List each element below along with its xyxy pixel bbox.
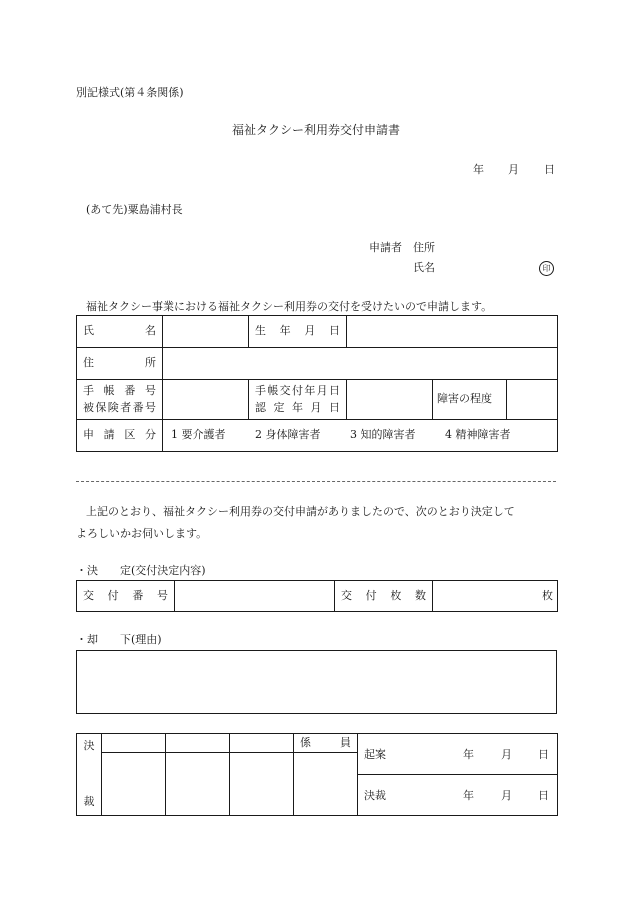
address-label-cell: 住所 — [77, 348, 163, 380]
rejection-reason-input[interactable] — [77, 651, 557, 714]
category-option[interactable]: 4 精神障害者 — [445, 428, 511, 442]
approver-stamp-cell[interactable] — [166, 753, 230, 816]
rejection-label: ・却 下(理由) — [76, 633, 162, 646]
approver-header-cell — [102, 734, 166, 753]
decided-label: 決裁 — [364, 789, 386, 802]
dob-label-cell: 生 年 月 日 — [249, 316, 347, 348]
address-input[interactable] — [163, 348, 558, 380]
decided-row — [358, 775, 557, 815]
draft-row — [358, 734, 557, 775]
sheets-unit: 枚 — [542, 588, 553, 602]
category-option[interactable]: 1 要介護者 — [171, 428, 226, 442]
clerk-stamp-cell[interactable] — [294, 753, 358, 816]
category-option[interactable]: 3 知的障害者 — [350, 428, 416, 442]
application-table — [76, 315, 558, 452]
approver-stamp-cell[interactable] — [230, 753, 294, 816]
name-label-cell: 氏名 — [77, 316, 163, 348]
approval-text-line2: よろしいかお伺いします。 — [76, 527, 208, 540]
decided-year: 年 — [463, 789, 474, 802]
applicant-name-label: 氏名 — [413, 261, 435, 274]
kessai-label-cell: 決 裁 — [77, 734, 102, 816]
draft-month: 月 — [501, 748, 512, 761]
seal-mark: 印 — [539, 261, 554, 276]
name-input[interactable] — [163, 316, 249, 348]
handbook-number-input[interactable] — [163, 380, 249, 420]
applicant-label: 申請者 — [369, 241, 402, 254]
date-year-label: 年 — [473, 163, 484, 176]
issue-number-input[interactable] — [175, 581, 335, 612]
disability-degree-label: 障害の程度 — [433, 380, 507, 420]
date-block — [358, 734, 558, 816]
decided-day: 日 — [538, 789, 549, 802]
divider — [76, 481, 556, 482]
draft-label: 起案 — [364, 748, 386, 761]
category-label-cell: 申請区分 — [77, 420, 163, 452]
draft-day: 日 — [538, 748, 549, 761]
issue-number-label-cell: 交付番号 — [77, 581, 175, 612]
decision-label: ・決 定(交付決定内容) — [76, 564, 206, 577]
handbook-date-label-cell: 手帳交付年月日 認定年月日 — [249, 380, 347, 420]
issue-count-input[interactable] — [433, 581, 558, 612]
date-month-label: 月 — [508, 163, 519, 176]
disability-degree-input[interactable] — [507, 380, 558, 420]
page-title: 福祉タクシー利用券交付申請書 — [232, 123, 401, 137]
decided-month: 月 — [501, 789, 512, 802]
intro-statement: 福祉タクシー事業における福祉タクシー利用券の交付を受けたいので申請します。 — [86, 300, 493, 313]
approval-text-line1: 上記のとおり、福祉タクシー利用券の交付申請がありましたので、次のとおり決定して — [86, 505, 515, 518]
clerk-header-cell: 係員 — [294, 734, 358, 753]
form-reference: 別記様式(第４条関係) — [76, 86, 184, 99]
date-day-label: 日 — [544, 163, 555, 176]
addressee: (あて先)粟島浦村長 — [86, 203, 183, 216]
signoff-table — [76, 733, 558, 816]
decision-table — [76, 580, 558, 612]
approver-header-cell — [166, 734, 230, 753]
handbook-date-input[interactable] — [347, 380, 433, 420]
category-options — [163, 420, 558, 452]
issue-count-label-cell: 交付枚数 — [335, 581, 433, 612]
draft-year: 年 — [463, 748, 474, 761]
dob-input[interactable] — [347, 316, 558, 348]
handbook-label-cell: 手帳番号 被保険者番号 — [77, 380, 163, 420]
approver-stamp-cell[interactable] — [102, 753, 166, 816]
category-option[interactable]: 2 身体障害者 — [255, 428, 321, 442]
applicant-address-label: 住所 — [413, 241, 435, 254]
approver-header-cell — [230, 734, 294, 753]
rejection-table — [76, 650, 557, 714]
